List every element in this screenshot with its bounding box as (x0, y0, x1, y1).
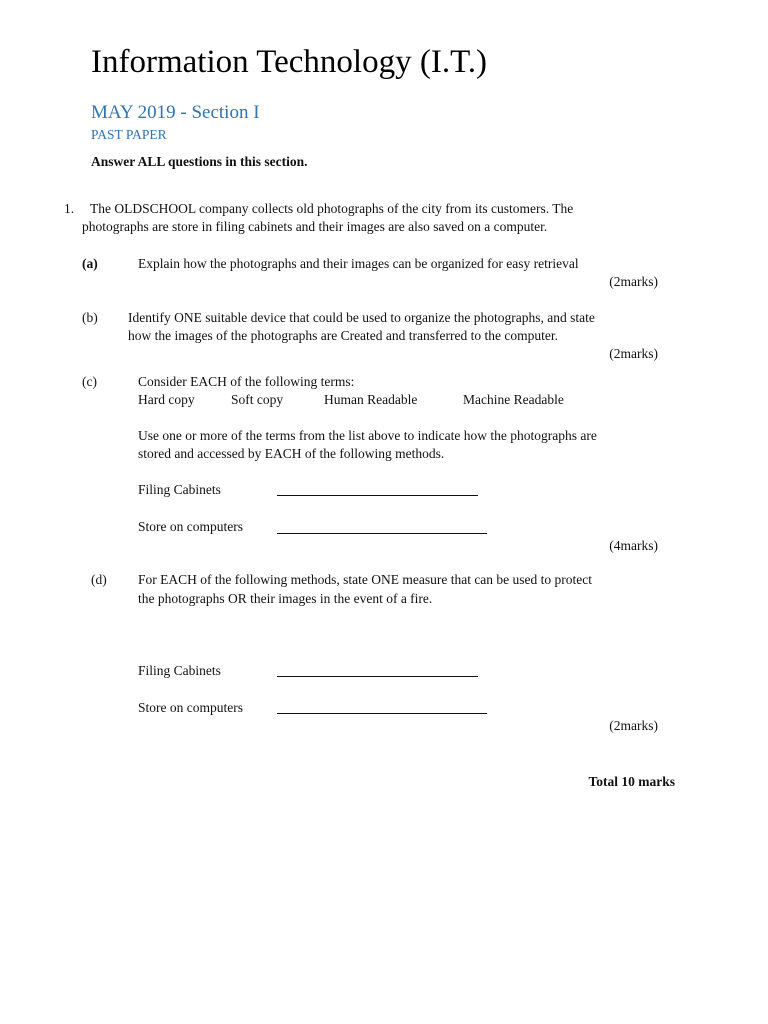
part-b-text-line1: Identify ONE suitable device that could be used to organize the photographs, and state (128, 310, 595, 325)
part-d-answer-line-computers[interactable] (277, 713, 487, 714)
past-paper-tag: PAST PAPER (91, 127, 167, 142)
part-b-marks: (2marks) (609, 346, 658, 361)
page-title: Information Technology (I.T.) (91, 44, 488, 80)
question-stem-line2: photographs are store in filing cabinets and their images are also saved on a computer. (82, 219, 548, 234)
term-human-readable: Human Readable (324, 392, 418, 407)
part-d-answer-line-filing[interactable] (277, 676, 478, 677)
question-number: 1. (64, 201, 75, 216)
term-hard-copy: Hard copy (138, 392, 195, 407)
part-d-method-filing-cabinets: Filing Cabinets (138, 663, 221, 678)
exam-subtitle: MAY 2019 - Section I (91, 102, 260, 123)
part-a-marks: (2marks) (609, 274, 658, 289)
instructions: Answer ALL questions in this section. (91, 154, 308, 169)
part-b-label: (b) (82, 310, 98, 325)
part-d-text-line1: For EACH of the following methods, state ONE measure that can be used to protect (138, 572, 593, 587)
part-b-text-line2: how the images of the photographs are Created and transferred to the computer. (128, 328, 558, 343)
part-a-text: Explain how the photographs and their images can be organized for easy retrieval (138, 256, 579, 271)
part-d-marks: (2marks) (609, 718, 658, 733)
total-marks: Total 10 marks (588, 774, 675, 789)
part-c-method-computers: Store on computers (138, 519, 243, 534)
part-c-answer-line-filing[interactable] (277, 495, 478, 496)
part-a-label: (a) (82, 256, 98, 271)
part-c-text-line1: Consider EACH of the following terms: (138, 374, 355, 389)
part-c-text-line2: Use one or more of the terms from the list above to indicate how the photographs are (138, 428, 597, 443)
part-d-method-computers: Store on computers (138, 700, 243, 715)
part-c-answer-line-computers[interactable] (277, 533, 487, 534)
part-c-label: (c) (82, 374, 97, 389)
part-c-marks: (4marks) (609, 538, 658, 553)
part-c-text-line3: stored and accessed by EACH of the following methods. (138, 446, 445, 461)
part-d-text-line2: the photographs OR their images in the event of a fire. (138, 591, 433, 606)
part-c-method-filing-cabinets: Filing Cabinets (138, 482, 221, 497)
term-soft-copy: Soft copy (231, 392, 284, 407)
part-d-label: (d) (91, 572, 107, 587)
term-machine-readable: Machine Readable (463, 392, 564, 407)
question-stem-line1: The OLDSCHOOL company collects old photographs of the city from its customers. The (90, 201, 574, 216)
